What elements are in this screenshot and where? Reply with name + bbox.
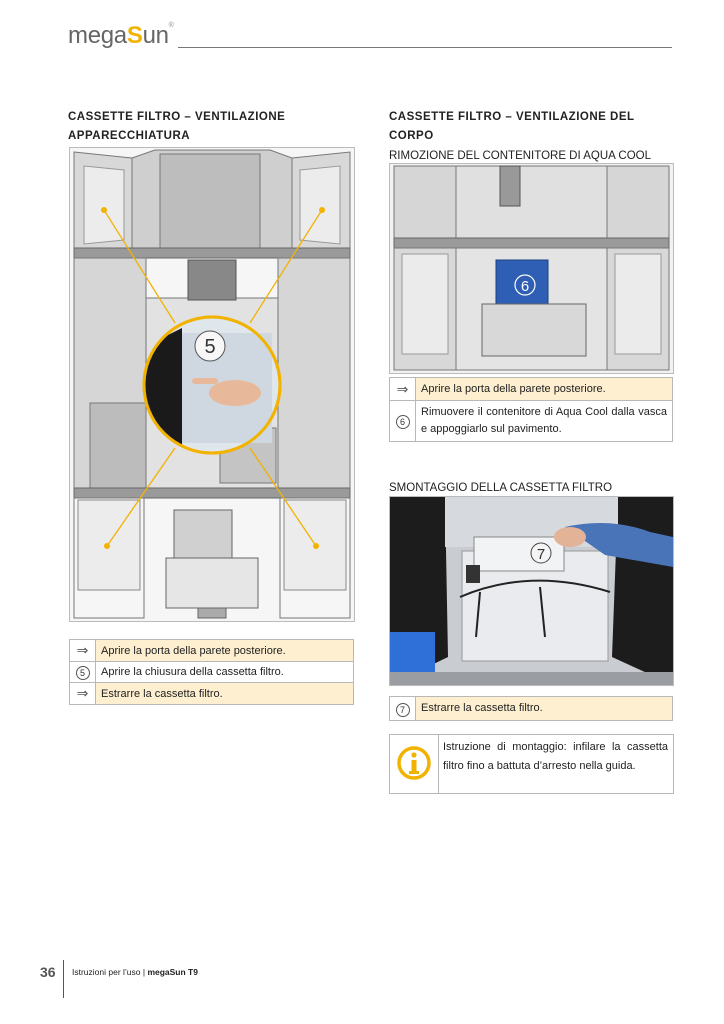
right-step-text-2: Rimuovere il contenitore di Aqua Cool dalla vasca e appoggiarlo sul pavimento. [416, 401, 673, 442]
left-step-text-1: Aprire la porta della parete posteriore. [96, 640, 354, 662]
left-heading-line1: CASSETTE FILTRO – VENTILAZIONE [68, 111, 286, 123]
aqua-cool-illustration [390, 164, 673, 373]
logo-text-s: S [126, 22, 143, 49]
left-step-row-3 [70, 683, 354, 705]
logo-text-pre: mega [68, 22, 127, 49]
callout-7: 7 [536, 546, 546, 563]
left-step-row-2 [70, 662, 354, 683]
step-number-icon: 6 [390, 401, 416, 442]
callout-6: 6 [520, 278, 530, 295]
right-steps-table-1 [389, 377, 673, 442]
left-step-text-3: Estrarre la cassetta filtro. [96, 683, 354, 705]
info-note-text: Istruzione di montaggio: infilare la cassetta filtro fino a battuta d’arresto nella guida. [443, 741, 668, 772]
arrow-icon: ⇒ [70, 683, 96, 705]
right-heading-line2: CORPO [389, 130, 434, 142]
right-step-row-3 [390, 697, 673, 721]
left-step-text-2: Aprire la chiusura della cassetta filtro. [96, 662, 354, 683]
left-heading-line2: APPARECCHIATURA [68, 130, 191, 142]
info-note-box [389, 734, 674, 794]
right-step-text-1: Aprire la porta della parete posteriore. [416, 378, 673, 401]
arrow-icon: ⇒ [390, 378, 416, 401]
page-number: 36 [40, 964, 56, 980]
right-step-text-3: Estrarre la cassetta filtro. [416, 697, 673, 721]
info-icon-cell [390, 735, 439, 793]
cabinet-illustration [70, 148, 354, 621]
left-steps-table [69, 639, 354, 705]
filter-cassette-photo [390, 497, 673, 685]
callout-5: 5 [204, 336, 216, 358]
footer-rule [63, 960, 64, 998]
header-rule [178, 47, 672, 48]
step-number-icon: 5 [70, 662, 96, 683]
footer-doc-title [72, 967, 198, 977]
left-step-row-1 [70, 640, 354, 662]
right-section-heading [389, 108, 689, 146]
logo-registered: ® [168, 22, 174, 29]
subheading-filter-removal: SMONTAGGIO DELLA CASSETTA FILTRO [389, 482, 613, 494]
right-step-row-2 [390, 401, 673, 442]
right-heading-line1: CASSETTE FILTRO – VENTILAZIONE DEL [389, 111, 635, 123]
subheading-aqua-cool: RIMOZIONE DEL CONTENITORE DI AQUA COOL [389, 150, 651, 162]
right-steps-table-2 [389, 696, 673, 721]
figure-aqua-cool [389, 163, 674, 374]
figure-filter-cassette [389, 496, 674, 686]
right-step-row-1 [390, 378, 673, 401]
footer-doc-label: Istruzioni per l’uso | [72, 967, 148, 977]
logo-text-post: un [142, 22, 169, 49]
step-number-icon: 7 [390, 697, 416, 721]
left-section-heading [68, 108, 368, 146]
info-icon [390, 735, 438, 793]
footer-product-name: megaSun T9 [147, 967, 198, 977]
arrow-icon: ⇒ [70, 640, 96, 662]
figure-cabinet-open [69, 147, 355, 622]
brand-logo [68, 22, 174, 50]
